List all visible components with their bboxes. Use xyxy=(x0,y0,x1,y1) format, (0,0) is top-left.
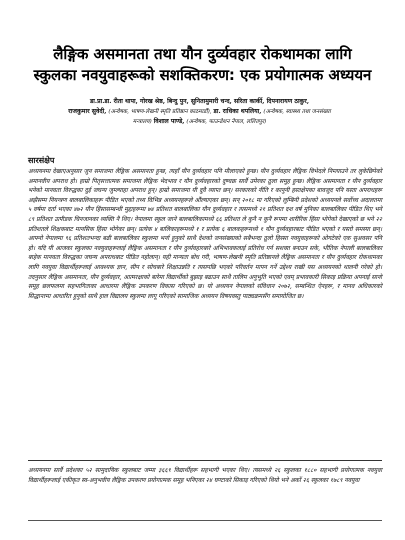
affiliation-2: (अन्वेषक, भाषण-लेखनी स्मृति प्रतिष्ठान काठमाडौं), xyxy=(108,108,212,115)
author-names-2: राजकुमार सुवेदी, xyxy=(68,107,107,115)
affiliation-5: (अन्वेषक, फाउन्डेशन नेपाल, ललितपुर) xyxy=(186,119,267,125)
footer-divider xyxy=(28,520,382,521)
abstract-paragraph-1: अध्ययनमा देखाएअनुसार जुन समाजमा लैङ्गिक असमानता हुन्छ, त्यहाँ यौन दुर्व्यवहार पनि मौलाएको हुन्छ। यौन दुर्व्यवहार लैङ्गिक विभेदले निम्त्याउने तर लुकेछिपेको अमानवीय अपराध हो। हाम्रो पितृसत्तात्मक समाजमा लैङ्गिक भेदभाव र यौन दुर्व्यवहारको दुष्चक्र सार्वै उमेरका ठूला समूह हुन्छ। लैङ्गिक असमानता र यौन दुर्व्यवहार भनेको मानवता विरुद्धका दुई जघन्य जुम्ल्याहा अपराध हुन्। हाम्रो समाजमा यी दुवै व्याप्त छन्। सरकारको नीति र कानुनी हस्तक्षेपका बावजुद पनि यस्ता अपराधहरू अझैसम्म नियन्त्रण बालबालिकाहरू पीडित भएको तथ्य विभिन्न अध्ययनहरूले औंल्याएका छन्। सन् २०१८ मा गरिएको लुम्बिनी प्रदेशको अध्ययनले सर्वोच्च अदालतमा ५ वर्षमा दर्ता भएका ४७२ यौन हिंसासम्बन्धी मुद्दाहरूमा ७४ प्रतिशत बालबालिका यौन दुर्व्यवहार र त्यसमध्ये २१ प्रतिशत दश वर्ष मुनिका बालबालिका पीडित थिए भने ८९ प्रतिशत उत्पीडक चिनजानका व्यक्ति नै थिए। नेपालमा स्कुल जाने बालबालिकामध्ये ६६ प्रतिशत ले कुनै न कुनै रूपमा शारीरिक हिंसा भोगेको देखाएको छ भने २२ प्रतिशतले शिक्षकबाट मानसिक हिंसा भोगेका छन्। प्रत्येक ४ बालिकाहरूमध्ये १ र प्रत्येक ६ बालकहरूमध्ये १ यौन दुर्व्यवहारबाट पीडित भएको र यस्तो समस्या छन्। आफ्नो नेपालमा ९६ प्रतिशतभन्दा बढी बालबालिका स्कुलमा भर्ना हुनुको साथै देशको जनसंख्याको सबैभन्दा ठूलो हिस्सा नवयुवाहरूको ओगटेको एक सुअवसर पनि हो। यदि यी आजका स्कुलका नवयुवाहरूलाई लैङ्गिक असमानता र यौन दुर्व्यवहारबारे अभिभावकलाई प्रतिरोध गर्न सशक्त बनाउन सके, भौतिक नेपाली बालबालिका बाहेक मानवता विरुद्धका जघन्य अपराधबाट पीडित नहोलान्। यही मान्यता बोध गरी, भाषण-लेखनी स्मृति प्रतिष्ठानले लैङ्गिक असमानता र यौन दुर्व्यवहार रोकथामका लागि नवयुवा विद्यार्थीहरूलाई आवश्यक ज्ञान, सीप र सोचबारे शिक्षाउन्नति र त्यसपछि भएको परिवर्तन मापन गर्ने उद्देश्य राखी यस अध्ययनको थालनी गरेको हो। तदनुसार लैङ्गिक असमानता, यौन दुर्व्यवहार, आत्मरक्षाको बारेमा विद्यार्थीको बुझाइ बढाउन साथै तालिम अनुभूति भएको एवम् प्रभावकारी सिकाइ प्रक्रिया अपनाई सानो समूह छलफलमा सहभागिताका आधारमा लैङ्गिक उपकरण विकास गरिएको छ। यो अध्ययन नेपालको संविधान २०७२, सम्बन्धित ऐनहरू, र मानव अधिकारको सिद्धान्तमा आधारित हुनुको साथै हाल विद्यालय स्कुलमा लागू गरिएको सामाजिक अध्ययन विषयवस्तु पाठ्यक्रमसँग समायोजित छ। xyxy=(28,168,382,300)
title-line-2: स्कुलका नवयुवाहरूको सशक्तिकरण: एक प्रयोगात्मक अध्ययन xyxy=(33,66,372,84)
paper-title xyxy=(30,44,375,86)
affiliation-4: मन्त्रालय) xyxy=(132,119,152,125)
abstract-heading: सारसंक्षेप xyxy=(28,156,55,165)
abstract-paragraph-2: अध्ययनमा सार्वै प्रदेशका ५२ सामुदायिक स्कुलबाट जम्मा ३६६९ विद्यार्थीहरू सहभागी भएका थिए। त्यसमध्ये २६ स्कुलका १८८० सहभागी प्रयोगात्मक नवयुवा विद्यार्थीहरूलाई एकीकृत स्व-अनुभवीय लैङ्गिक उपकरण प्रयोगात्मक समूह भनिएका २४ घण्टाको सिकाइ गरिएको थियो भने अर्को २६ स्कुलका १७८९ नवयुवा xyxy=(28,467,382,484)
author-names-3: डा. राधिका थपलिया, xyxy=(213,107,262,115)
author-block xyxy=(22,97,377,128)
paragraph-divider xyxy=(28,460,382,461)
author-names-4: विशाल पाण्डे, xyxy=(153,118,185,125)
affiliation-3: (अन्वेषक, स्वास्थ्य तथा जनसंख्या xyxy=(263,108,331,115)
title-line-1: लैङ्गिक असमानता तथा यौन दुर्व्यवहार रोकथामका लागि xyxy=(53,45,352,63)
author-names-1: डा.प्रा.डा. रीता थापा, गोरख श्रेष्ठ, बिन्दु पुन, सुनितामुमारी चन्द, सरिता कार्की, दिपनारायण ठाकुर, xyxy=(90,98,309,105)
